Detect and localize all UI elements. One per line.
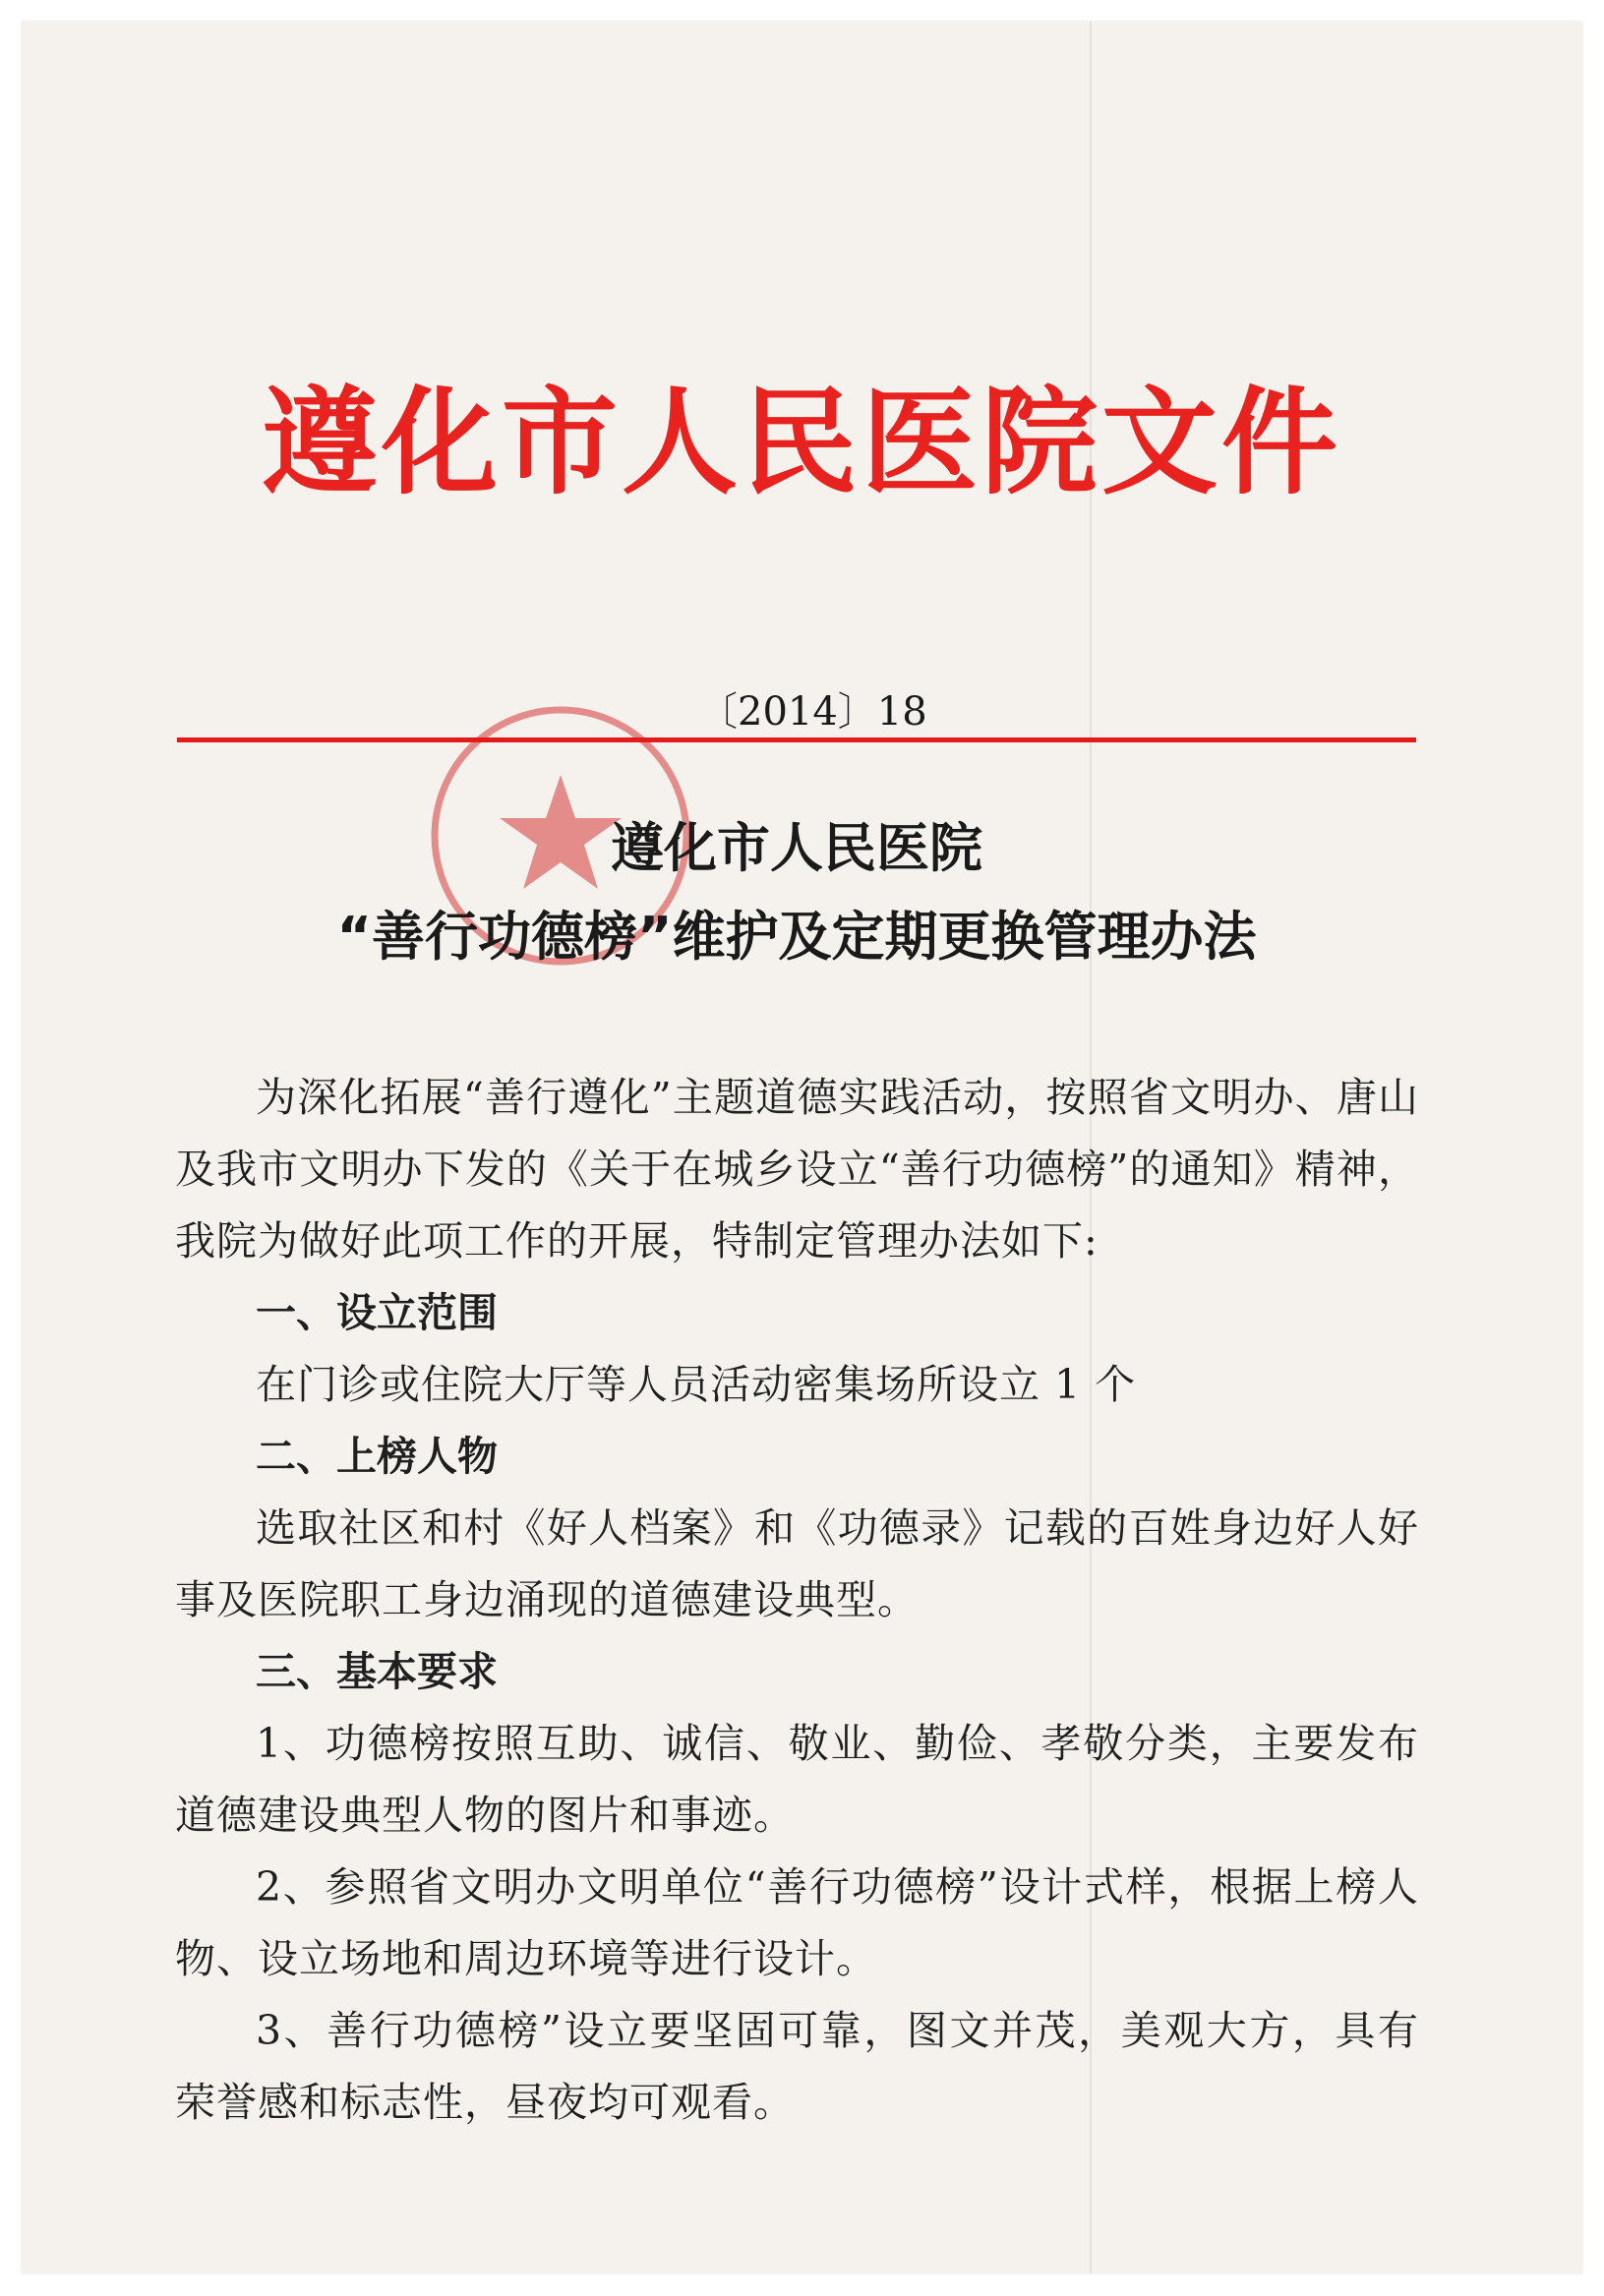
section-heading-requirements: 三、基本要求 bbox=[256, 1648, 498, 1695]
intro-paragraph: 为深化拓展“善行遵化”主题道德实践活动，按照省文明办、唐山及我市文明办下发的《关于在城乡设立“善行功德榜”的通知》精神，我院为做好此项工作的开展，特制定管理办法如下: bbox=[175, 1074, 1419, 1265]
document-title-line-1: 遵化市人民医院 bbox=[611, 817, 982, 879]
document-number: 〔2014〕18 bbox=[698, 689, 927, 735]
requirement-item-2: 2、参照省文明办文明单位“善行功德榜”设计式样，根据上榜人物、设立场地和周边环境等进行设计。 bbox=[175, 1863, 1419, 1982]
section-text-people: 选取社区和村《好人档案》和《功德录》记载的百姓身边好人好事及医院职工身边涌现的道德建设典型。 bbox=[175, 1504, 1419, 1623]
document-header-title: 遵化市人民医院文件 bbox=[261, 375, 1341, 510]
header-divider bbox=[177, 737, 1416, 742]
document-body bbox=[175, 1062, 1419, 2139]
requirement-item-3: 3、善行功德榜”设立要坚固可靠，图文并茂，美观大方，具有荣誉感和标志性，昼夜均可观看。 bbox=[175, 2007, 1419, 2126]
section-text-scope: 在门诊或住院大厅等人员活动密集场所设立 1 个 bbox=[256, 1361, 1137, 1408]
requirement-item-1: 1、功德榜按照互助、诚信、敬业、勤俭、孝敬分类，主要发布道德建设典型人物的图片和事迹。 bbox=[175, 1720, 1419, 1839]
section-heading-people: 二、上榜人物 bbox=[256, 1433, 498, 1480]
document-title-line-2: “善行功德榜”维护及定期更换管理办法 bbox=[336, 906, 1257, 968]
section-heading-scope: 一、设立范围 bbox=[256, 1289, 498, 1336]
